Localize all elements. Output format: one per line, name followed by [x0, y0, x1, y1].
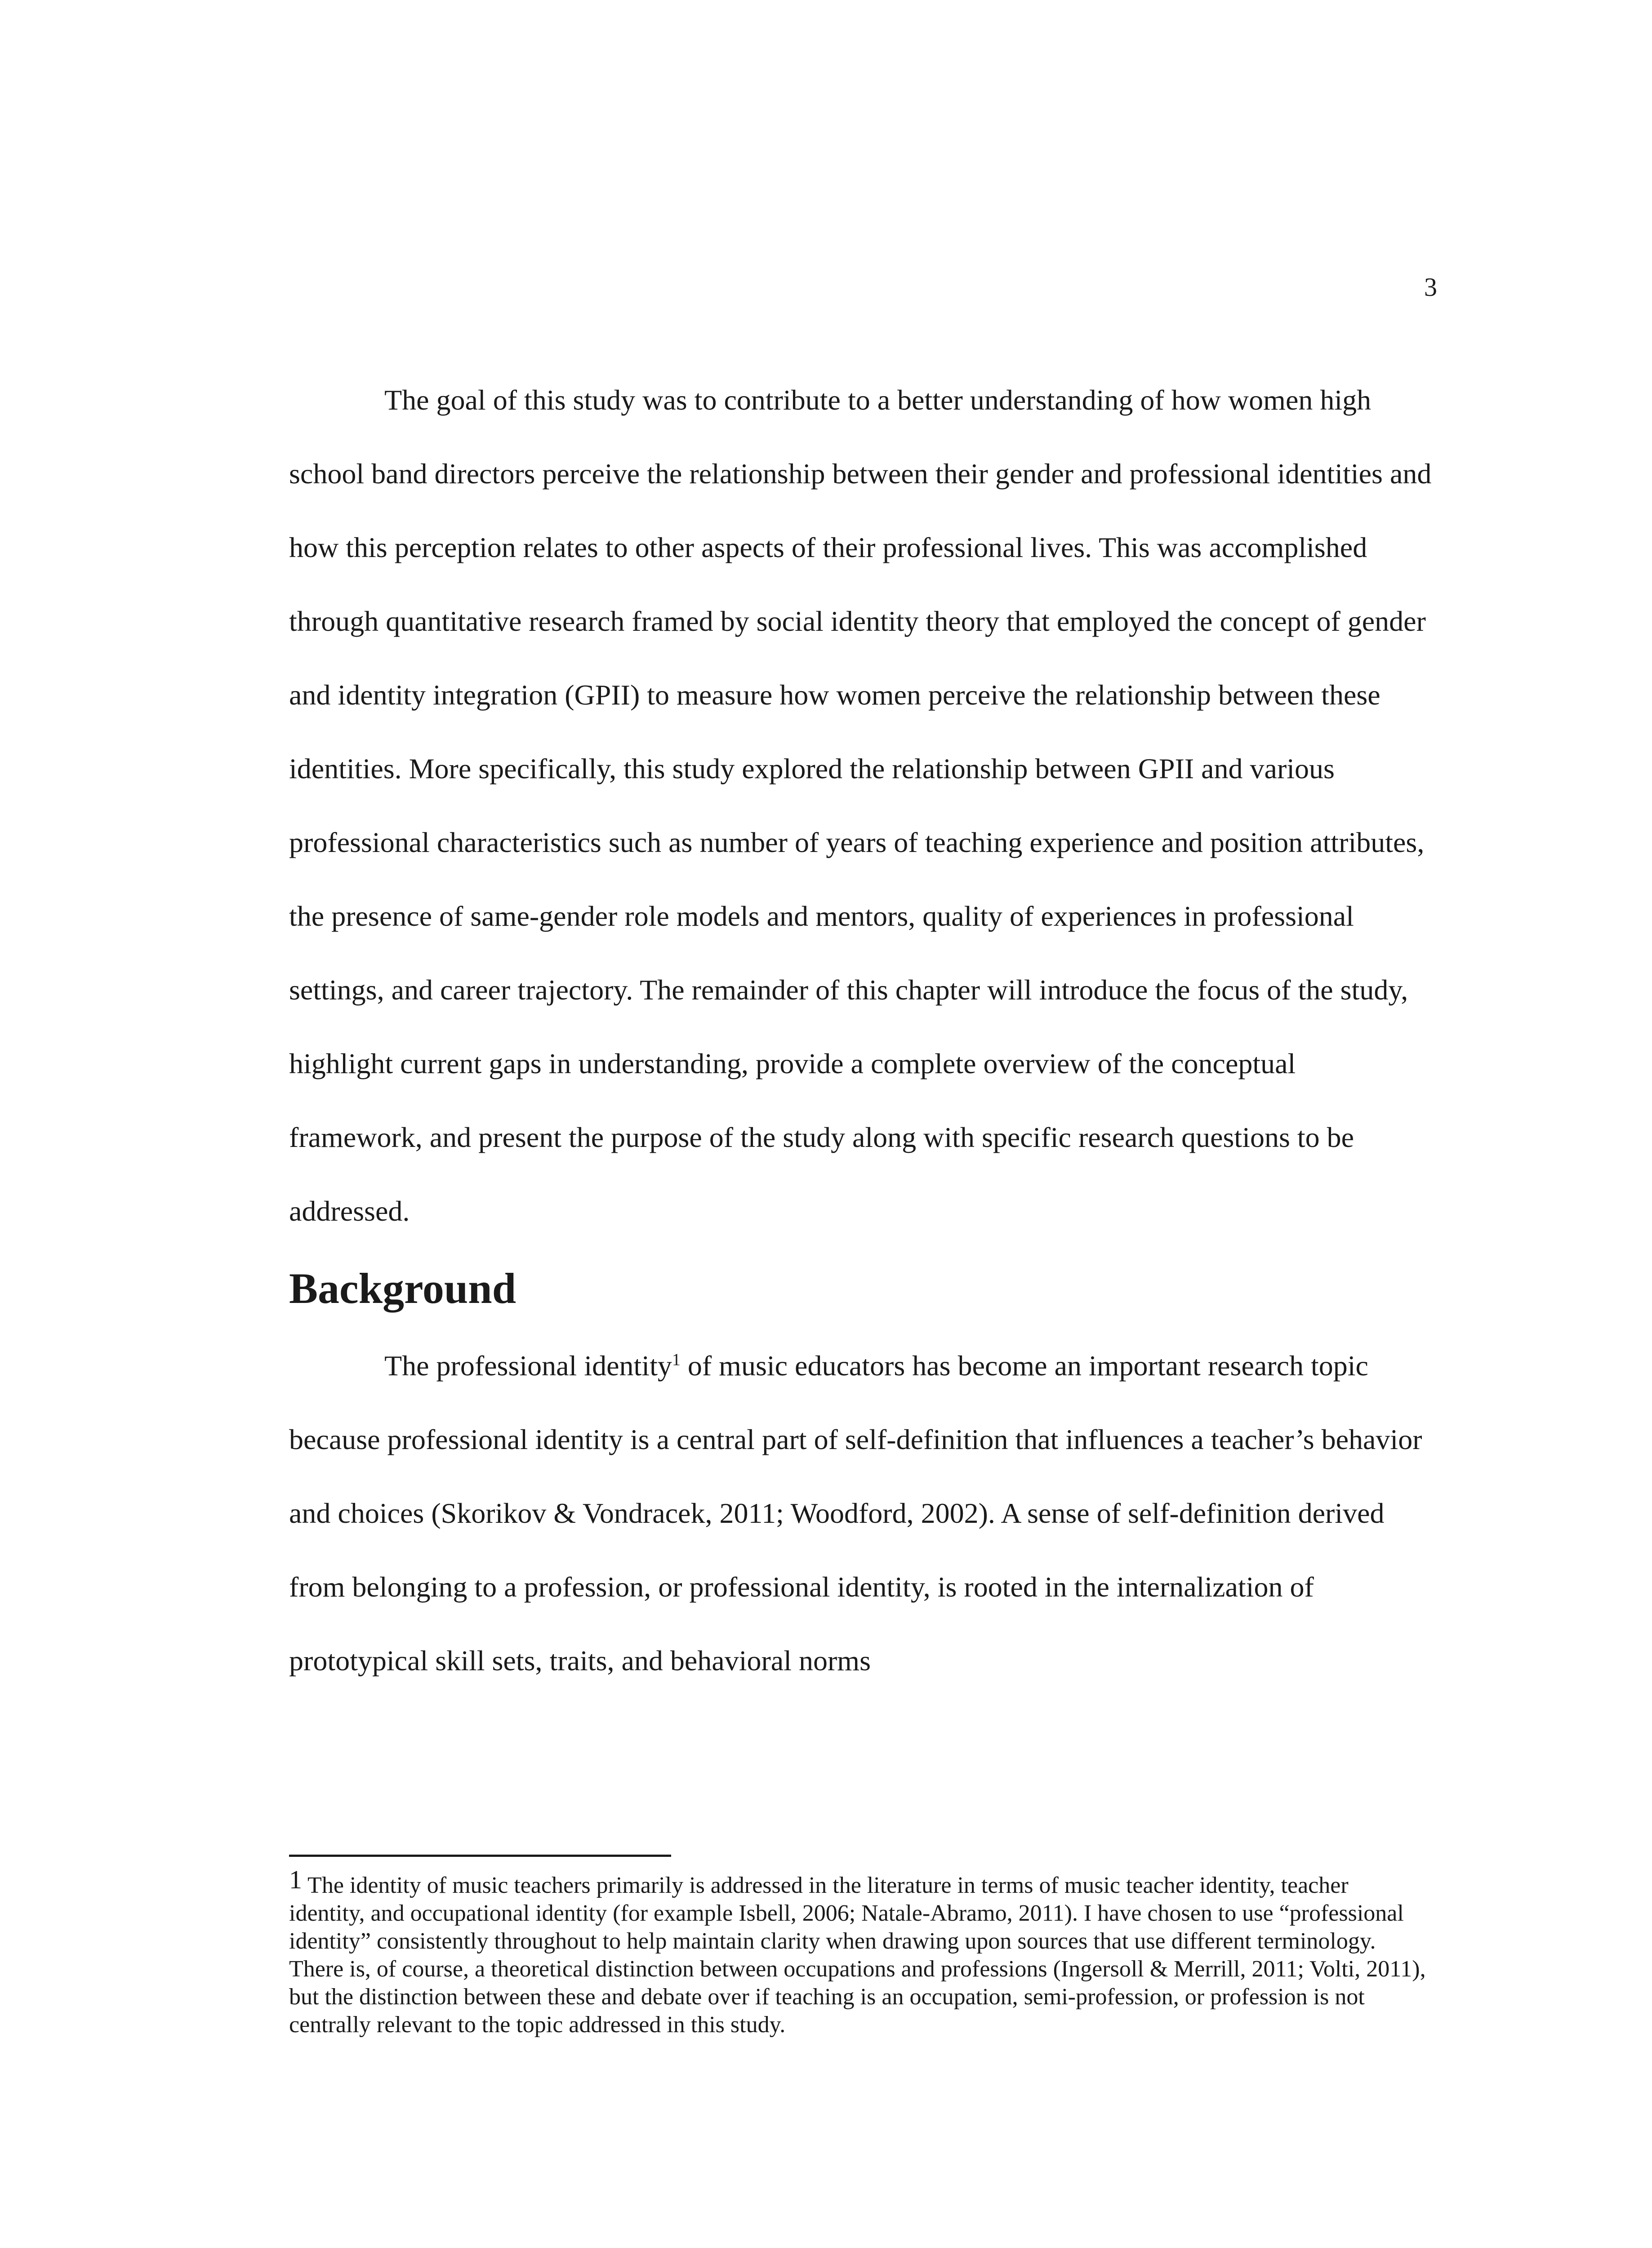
intro-paragraph: The goal of this study was to contribute to a better understanding of how women high school band directors perceive the relationship between their gender and professional identities and how this perception relates to other aspects of their professional lives. This was accomplished through quantitative research framed by social identity theory that employed the concept of gender and identity integration (GPII) to measure how women perceive the relationship between these identities. More specifically, this study explored the relationship between GPII and various professional characteristics such as number of years of teaching experience and position attributes, the presence of same-gender role models and mentors, quality of experiences in professional settings, and career trajectory. The remainder of this chapter will introduce the focus of the study, highlight current gaps in understanding, provide a complete overview of the conceptual framework, and present the purpose of the study along with specific research questions to be addressed. — [289, 384, 1432, 1227]
background-paragraph — [289, 1329, 1434, 1698]
section-heading-background: Background — [289, 1264, 517, 1312]
footnote-reference: 1 — [672, 1350, 681, 1369]
background-text-start: The professional identity — [384, 1350, 672, 1382]
footnote-number: 1 — [289, 1865, 302, 1894]
page-number: 3 — [1424, 272, 1437, 302]
background-text-continued: of music educators has become an important research topic because professional identity is a central part of self-definition that influences a teacher’s behavior and choices (Skorikov & Vondracek, 2011; Woodford, 2002). A sense of self-definition derived from belonging to a profession, or professional identity, is rooted in the internalization of prototypical skill sets, traits, and behavioral norms — [289, 1350, 1422, 1677]
body-text — [289, 363, 1434, 1698]
footnote-separator — [289, 1855, 671, 1857]
footnote — [289, 1865, 1426, 2039]
footnote-text: The identity of music teachers primarily is addressed in the literature in terms of music teacher identity, teacher identity, and occupational identity (for example Isbell, 2006; Natale-Abramo, 2011). I have chosen to use “professional identity” consistently throughout to help maintain clarity when drawing upon sources that use different terminology. There is, of course, a theoretical distinction between occupations and professions (Ingersoll & Merrill, 2011; Volti, 2011), but the distinction between these and debate over if teaching is an occupation, semi-profession, or profession is not centrally relevant to the topic addressed in this study. — [289, 1873, 1426, 2038]
